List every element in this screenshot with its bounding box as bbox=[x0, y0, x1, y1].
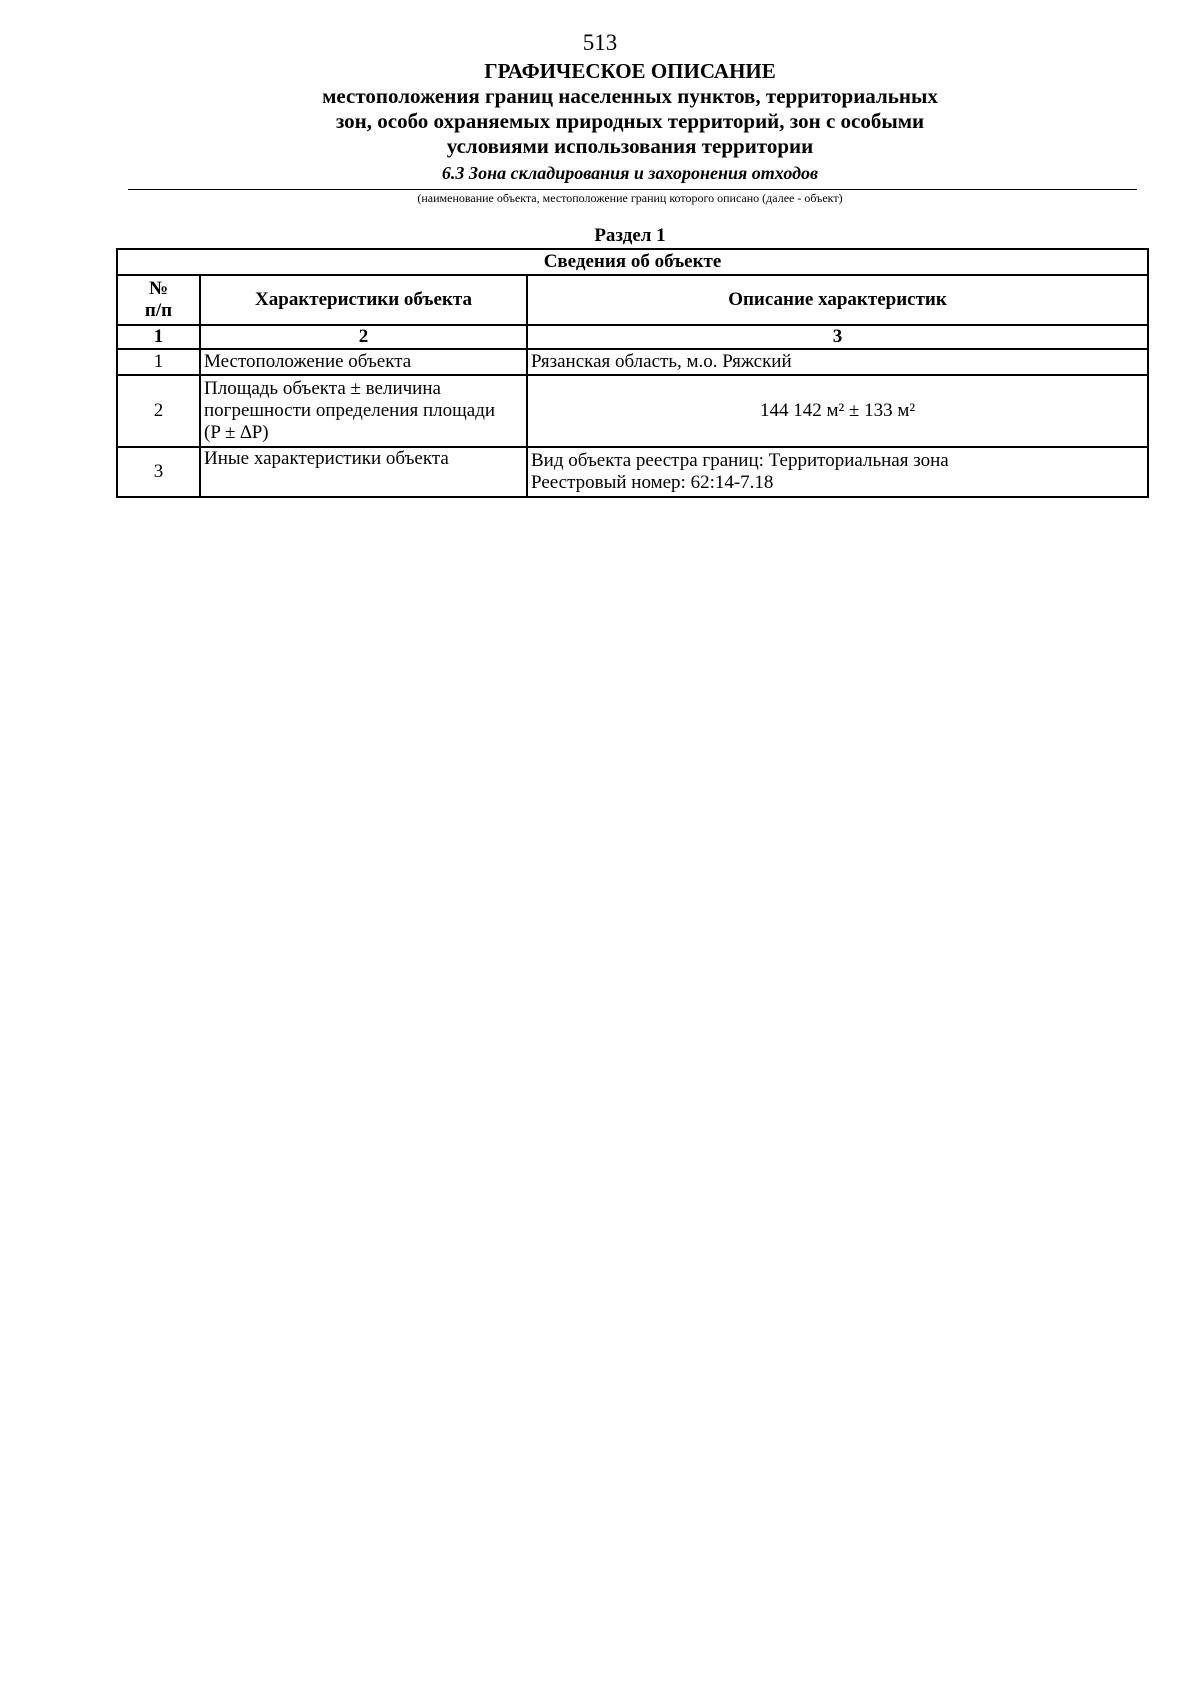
column-number-row bbox=[117, 325, 1148, 349]
column-number: 2 bbox=[200, 325, 527, 349]
characteristic-line: Площадь объекта ± величина bbox=[204, 378, 441, 399]
row-description: 144 142 м² ± 133 м² bbox=[527, 375, 1148, 447]
header-characteristic: Характеристики объекта bbox=[200, 275, 527, 325]
row-description bbox=[527, 447, 1148, 497]
characteristic-line: погрешности определения площади bbox=[204, 400, 496, 421]
row-characteristic: Иные характеристики объекта bbox=[200, 447, 527, 497]
row-description: Рязанская область, м.о. Ряжский bbox=[527, 349, 1148, 375]
row-characteristic bbox=[200, 375, 527, 447]
object-name-underline bbox=[128, 189, 1137, 190]
description-line: Вид объекта реестра границ: Территориальная зона bbox=[531, 450, 949, 471]
table-row bbox=[117, 447, 1148, 497]
table-row bbox=[117, 349, 1148, 375]
object-name: 6.3 Зона складирования и захоронения отходов bbox=[441, 163, 819, 183]
characteristic-line: (P ± ∆P) bbox=[204, 422, 269, 443]
header-description: Описание характеристик bbox=[527, 275, 1148, 325]
document-subtitle bbox=[0, 84, 1200, 159]
header-num-line1: № bbox=[148, 278, 169, 299]
page-number: 513 bbox=[582, 30, 618, 55]
column-number: 3 bbox=[527, 325, 1148, 349]
subtitle-line: зон, особо охраняемых природных территорий, зон с особыми bbox=[335, 109, 925, 133]
description-line: Реестровый номер: 62:14-7.18 bbox=[531, 472, 774, 493]
row-number: 3 bbox=[117, 447, 200, 497]
row-characteristic: Местоположение объекта bbox=[200, 349, 527, 375]
document-title: ГРАФИЧЕСКОЕ ОПИСАНИЕ bbox=[484, 59, 776, 83]
row-number: 1 bbox=[117, 349, 200, 375]
section-title: Раздел 1 bbox=[594, 225, 666, 246]
column-number: 1 bbox=[117, 325, 200, 349]
object-info-table bbox=[116, 248, 1149, 498]
header-num bbox=[117, 275, 200, 325]
row-number: 2 bbox=[117, 375, 200, 447]
table-caption: Сведения об объекте bbox=[117, 249, 1148, 275]
table-caption-row bbox=[117, 249, 1148, 275]
object-name-caption: (наименование объекта, местоположение границ которого описано (далее - объект) bbox=[417, 191, 843, 205]
header-num-line2: п/п bbox=[144, 300, 173, 321]
subtitle-line: местоположения границ населенных пунктов, территориальных bbox=[322, 84, 938, 108]
table-row bbox=[117, 375, 1148, 447]
table-header-row bbox=[117, 275, 1148, 325]
subtitle-line: условиями использования территории bbox=[446, 134, 814, 158]
